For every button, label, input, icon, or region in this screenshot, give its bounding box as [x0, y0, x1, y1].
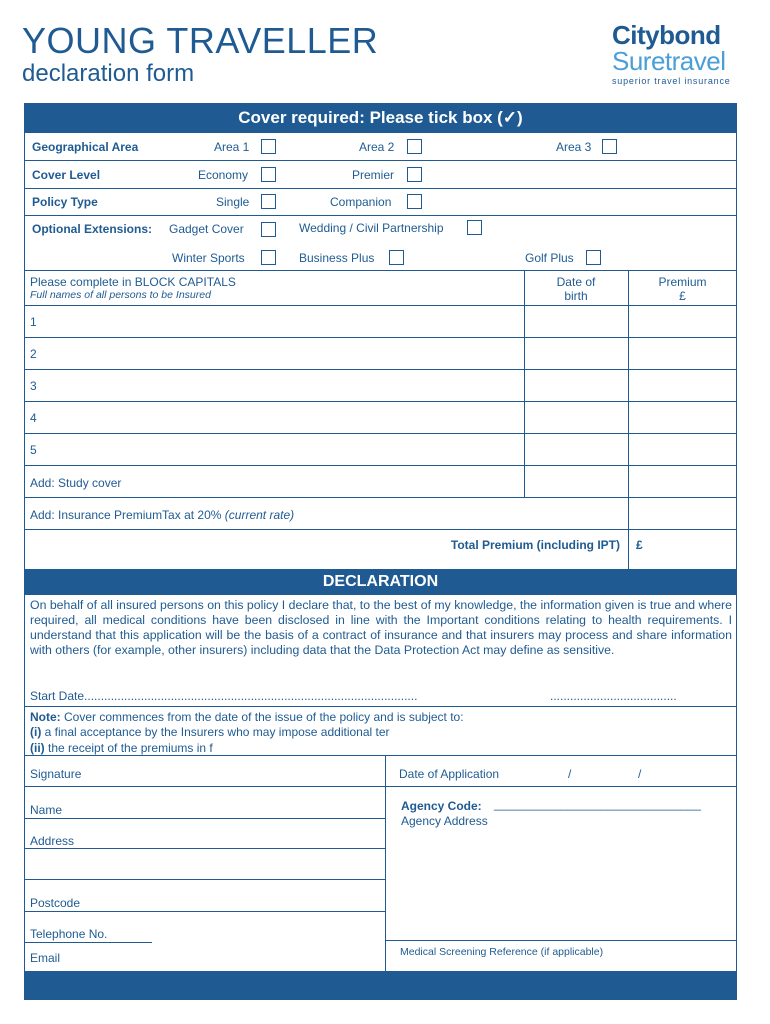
ipt-text: Add: Insurance PremiumTax at 20%: [30, 508, 222, 522]
table-row: 1: [30, 315, 37, 329]
form-subtitle: declaration form: [22, 60, 195, 87]
signoff-divider: [24, 755, 737, 756]
block-capitals-instruction: Please complete in BLOCK CAPITALS: [30, 275, 236, 289]
postcode-field[interactable]: Postcode: [30, 896, 81, 910]
dob-header-line1: Date of: [556, 275, 596, 289]
declaration-heading-bar: DECLARATION: [24, 570, 737, 594]
note-i-text: a final acceptance by the Insurers who may impose additional ter: [41, 725, 390, 739]
business-plus-label: Business Plus: [299, 251, 375, 265]
cover-note: [30, 710, 464, 724]
table-row-divider: [24, 305, 737, 306]
cover-divider: [24, 215, 737, 216]
agency-code-field[interactable]: _______________________________: [494, 797, 701, 811]
address-field[interactable]: Address: [30, 834, 75, 848]
note-condition-ii: [30, 741, 213, 755]
cover-divider: [24, 160, 737, 161]
area1-label: Area 1: [214, 140, 250, 154]
cover-heading-bar: Cover required: Please tick box (✓): [24, 103, 737, 132]
companion-checkbox[interactable]: [407, 194, 422, 209]
table-row: 3: [30, 379, 37, 393]
golf-plus-label: Golf Plus: [525, 251, 574, 265]
wedding-label: Wedding / Civil Partnership: [299, 221, 444, 235]
signoff-row-divider: [24, 848, 385, 849]
signoff-row-divider: [24, 942, 152, 943]
logo-suretravel: Suretravel: [612, 46, 726, 76]
single-checkbox[interactable]: [261, 194, 276, 209]
table-row: 2: [30, 347, 37, 361]
full-names-instruction: Full names of all persons to be Insured: [30, 289, 211, 301]
area1-checkbox[interactable]: [261, 139, 276, 154]
table-row-divider: [24, 337, 737, 338]
policy-type-label: Policy Type: [32, 195, 98, 209]
table-row: 5: [30, 443, 37, 457]
single-label: Single: [216, 195, 250, 209]
study-cover-row: Add: Study cover: [30, 476, 122, 490]
start-date-second-field[interactable]: ......................................: [550, 689, 677, 703]
golf-plus-checkbox[interactable]: [586, 250, 601, 265]
premium-header-line2: £: [679, 289, 686, 303]
table-row-divider: [24, 433, 737, 434]
table-row: 4: [30, 411, 37, 425]
name-field[interactable]: Name: [30, 803, 63, 817]
total-premium-label: Total Premium (including IPT): [450, 538, 620, 552]
dob-header-line2: birth: [564, 289, 588, 303]
winter-sports-checkbox[interactable]: [261, 250, 276, 265]
ipt-row: [30, 508, 294, 522]
note-condition-i: [30, 725, 390, 739]
email-field[interactable]: Email: [30, 951, 61, 965]
note-i-number: (i): [30, 725, 42, 739]
table-row-divider: [24, 497, 737, 498]
date-of-application-field[interactable]: Date of Application: [399, 767, 500, 781]
premier-label: Premier: [352, 168, 395, 182]
area3-checkbox[interactable]: [602, 139, 617, 154]
premier-checkbox[interactable]: [407, 167, 422, 182]
area3-label: Area 3: [556, 140, 592, 154]
footer-bar: [24, 972, 737, 1000]
telephone-field[interactable]: Telephone No.: [30, 927, 108, 941]
table-row-divider: [24, 529, 737, 530]
geo-area-label: Geographical Area: [32, 140, 139, 154]
cover-divider: [24, 188, 737, 189]
optional-extensions-label: Optional Extensions:: [32, 222, 153, 236]
signoff-row-divider: [24, 879, 385, 880]
note-label: Note:: [30, 710, 61, 724]
agency-code-label: Agency Code:: [401, 799, 482, 813]
premium-header: [628, 275, 737, 303]
wedding-checkbox[interactable]: [467, 220, 482, 235]
signoff-row-divider: [24, 911, 385, 912]
signature-field[interactable]: Signature: [30, 767, 82, 781]
signoff-row-divider: [24, 786, 737, 787]
total-premium-currency: £: [636, 538, 643, 552]
gadget-cover-checkbox[interactable]: [261, 222, 276, 237]
economy-checkbox[interactable]: [261, 167, 276, 182]
ipt-note: (current rate): [224, 508, 295, 522]
table-row-divider: [24, 369, 737, 370]
logo-citybond: Citybond: [612, 20, 721, 50]
medical-ref-divider: [385, 940, 737, 941]
date-slash: /: [568, 767, 572, 781]
date-slash: /: [638, 767, 642, 781]
economy-label: Economy: [198, 168, 249, 182]
companion-label: Companion: [330, 195, 392, 209]
business-plus-checkbox[interactable]: [389, 250, 404, 265]
table-row-divider: [24, 401, 737, 402]
table-row-divider: [24, 465, 737, 466]
cover-level-label: Cover Level: [32, 168, 101, 182]
declaration-body: On behalf of all insured persons on this policy I declare that, to the best of my knowledge, the information given is true and where required, all medical conditions have been disclosed in line with the Important conditions relating to health requirements. I understand that this application will be the basis of a contract of insurance and that insurers may process and share information with others (for example, other insurers) including data that the Data Protection Act may define as sensitive.: [30, 598, 732, 657]
winter-sports-label: Winter Sports: [172, 251, 245, 265]
cover-divider: [24, 270, 737, 271]
agency-address-label: Agency Address: [401, 814, 488, 828]
note-ii-number: (ii): [30, 741, 45, 755]
start-date-field[interactable]: Start Date....................................................................................................: [30, 689, 418, 703]
signoff-row-divider: [24, 818, 385, 819]
area2-label: Area 2: [359, 140, 395, 154]
dob-header: [524, 275, 628, 303]
table-col-divider: [628, 270, 629, 570]
note-ii-text: the receipt of the premiums in f: [44, 741, 213, 755]
logo-tagline: superior travel insurance: [612, 76, 731, 86]
medical-screening-reference-field[interactable]: Medical Screening Reference (if applicable): [400, 946, 604, 958]
area2-checkbox[interactable]: [407, 139, 422, 154]
gadget-cover-label: Gadget Cover: [169, 222, 244, 236]
premium-header-line1: Premium: [658, 275, 707, 289]
form-title: YOUNG TRAVELLER: [22, 20, 379, 61]
note-text: Cover commences from the date of the issue of the policy and is subject to:: [60, 710, 464, 724]
note-divider: [24, 706, 737, 707]
